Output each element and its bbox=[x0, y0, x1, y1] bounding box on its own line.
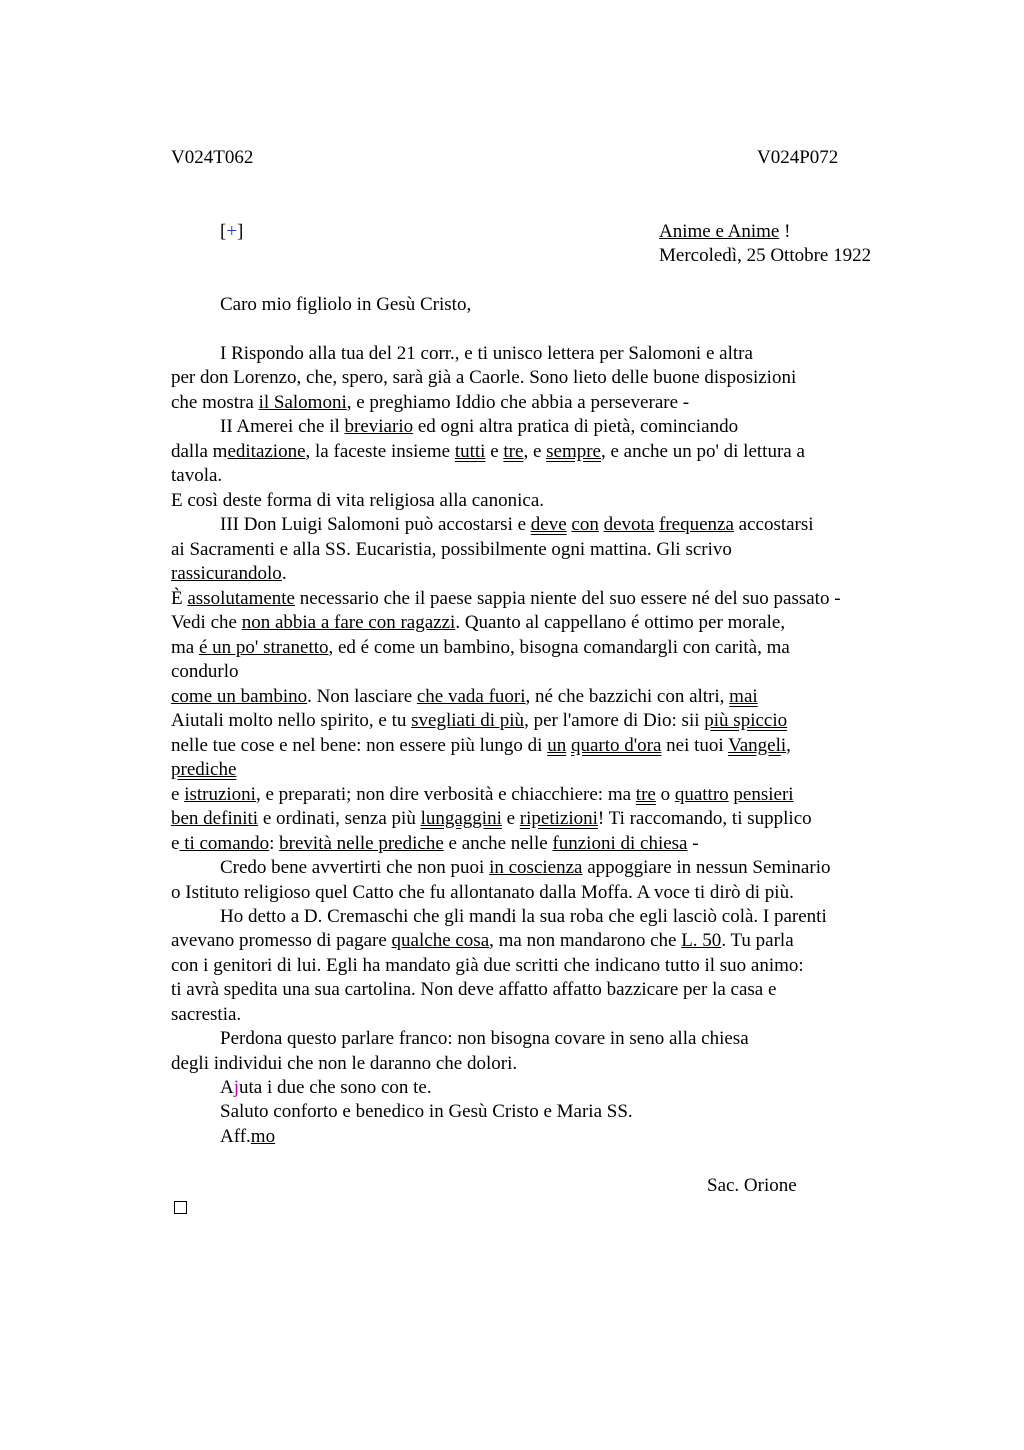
body-line: III Don Luigi Salomoni può accostarsi e deve con devota frequenza accostarsi bbox=[220, 514, 814, 535]
plus-link[interactable]: + bbox=[226, 221, 238, 242]
checkbox-square-icon bbox=[174, 1201, 187, 1214]
body-line: È assolutamente necessario che il paese sappia niente del suo essere né del suo passato - bbox=[171, 588, 841, 609]
body-line: dalla meditazione, la faceste insieme tutti e tre, e sempre, e anche un po' di lettura a bbox=[171, 441, 805, 462]
body-line: rassicurandolo. bbox=[171, 563, 287, 584]
letter-title: Anime e Anime ! bbox=[659, 221, 791, 242]
body-line: tavola. bbox=[171, 465, 223, 486]
body-line: per don Lorenzo, che, spero, sarà già a Caorle. Sono lieto delle buone disposizioni bbox=[171, 367, 797, 388]
body-line: E così deste forma di vita religiosa alla canonica. bbox=[171, 490, 544, 511]
body-line: avevano promesso di pagare qualche cosa, ma non mandarono che L. 50. Tu parla bbox=[171, 930, 794, 951]
body-line: sacrestia. bbox=[171, 1004, 242, 1025]
body-line: che mostra il Salomoni, e preghiamo Iddio che abbia a perseverare - bbox=[171, 392, 690, 413]
body-line: Vedi che non abbia a fare con ragazzi. Quanto al cappellano é ottimo per morale, bbox=[171, 612, 786, 633]
body-line: ai Sacramenti e alla SS. Eucaristia, possibilmente ogni mattina. Gli scrivo bbox=[171, 539, 732, 560]
body-line: e ti comando: brevità nelle prediche e anche nelle funzioni di chiesa - bbox=[171, 833, 699, 854]
body-line: Ajuta i due che sono con te. bbox=[220, 1077, 432, 1098]
signature: Sac. Orione bbox=[707, 1175, 797, 1196]
body-line: Perdona questo parlare franco: non bisogna covare in seno alla chiesa bbox=[220, 1028, 749, 1049]
body-line: ti avrà spedita una sua cartolina. Non deve affatto affatto bazzicare per la casa e bbox=[171, 979, 777, 1000]
highlighted-letter: j bbox=[233, 1077, 240, 1098]
body-line: degli individui che non le daranno che dolori. bbox=[171, 1053, 518, 1074]
body-line: Ho detto a D. Cremaschi che gli mandi la sua roba che egli lasciò colà. I parenti bbox=[220, 906, 827, 927]
body-line: ma é un po' stranetto, ed é come un bambino, bisogna comandargli con carità, ma bbox=[171, 637, 790, 658]
body-line: I Rispondo alla tua del 21 corr., e ti unisco lettera per Salomoni e altra bbox=[220, 343, 753, 364]
salutation: Caro mio figliolo in Gesù Cristo, bbox=[220, 294, 472, 315]
body-line: condurlo bbox=[171, 661, 239, 682]
letter-date: Mercoledì, 25 Ottobre 1922 bbox=[659, 245, 872, 266]
body-line: nelle tue cose e nel bene: non essere più lungo di un quarto d'ora nei tuoi Vangeli, bbox=[171, 735, 791, 756]
body-line: o Istituto religioso quel Catto che fu allontanato dalla Moffa. A voce ti dirò di più. bbox=[171, 882, 794, 903]
body-line: Aiutali molto nello spirito, e tu svegliati di più, per l'amore di Dio: sii più spiccio bbox=[171, 710, 788, 731]
body-line: e istruzioni, e preparati; non dire verbosità e chiacchiere: ma tre o quattro pensieri bbox=[171, 784, 794, 805]
body-line: con i genitori di lui. Egli ha mandato già due scritti che indicano tutto il suo animo: bbox=[171, 955, 804, 976]
document-code-right: V024P072 bbox=[757, 147, 839, 168]
body-line: prediche bbox=[171, 759, 237, 780]
closing: Aff.mo bbox=[220, 1126, 276, 1147]
body-line: Saluto conforto e benedico in Gesù Cristo e Maria SS. bbox=[220, 1101, 633, 1122]
body-line: ben definiti e ordinati, senza più lungaggini e ripetizioni! Ti raccomando, ti supplico bbox=[171, 808, 812, 829]
body-line: II Amerei che il breviario ed ogni altra pratica di pietà, cominciando bbox=[220, 416, 739, 437]
body-line: come un bambino. Non lasciare che vada fuori, né che bazzichi con altri, mai bbox=[171, 686, 758, 707]
body-line: Credo bene avvertirti che non puoi in coscienza appoggiare in nessun Seminario bbox=[220, 857, 831, 878]
document-code-left: V024T062 bbox=[171, 147, 254, 168]
plus-marker: [+] bbox=[220, 221, 244, 242]
